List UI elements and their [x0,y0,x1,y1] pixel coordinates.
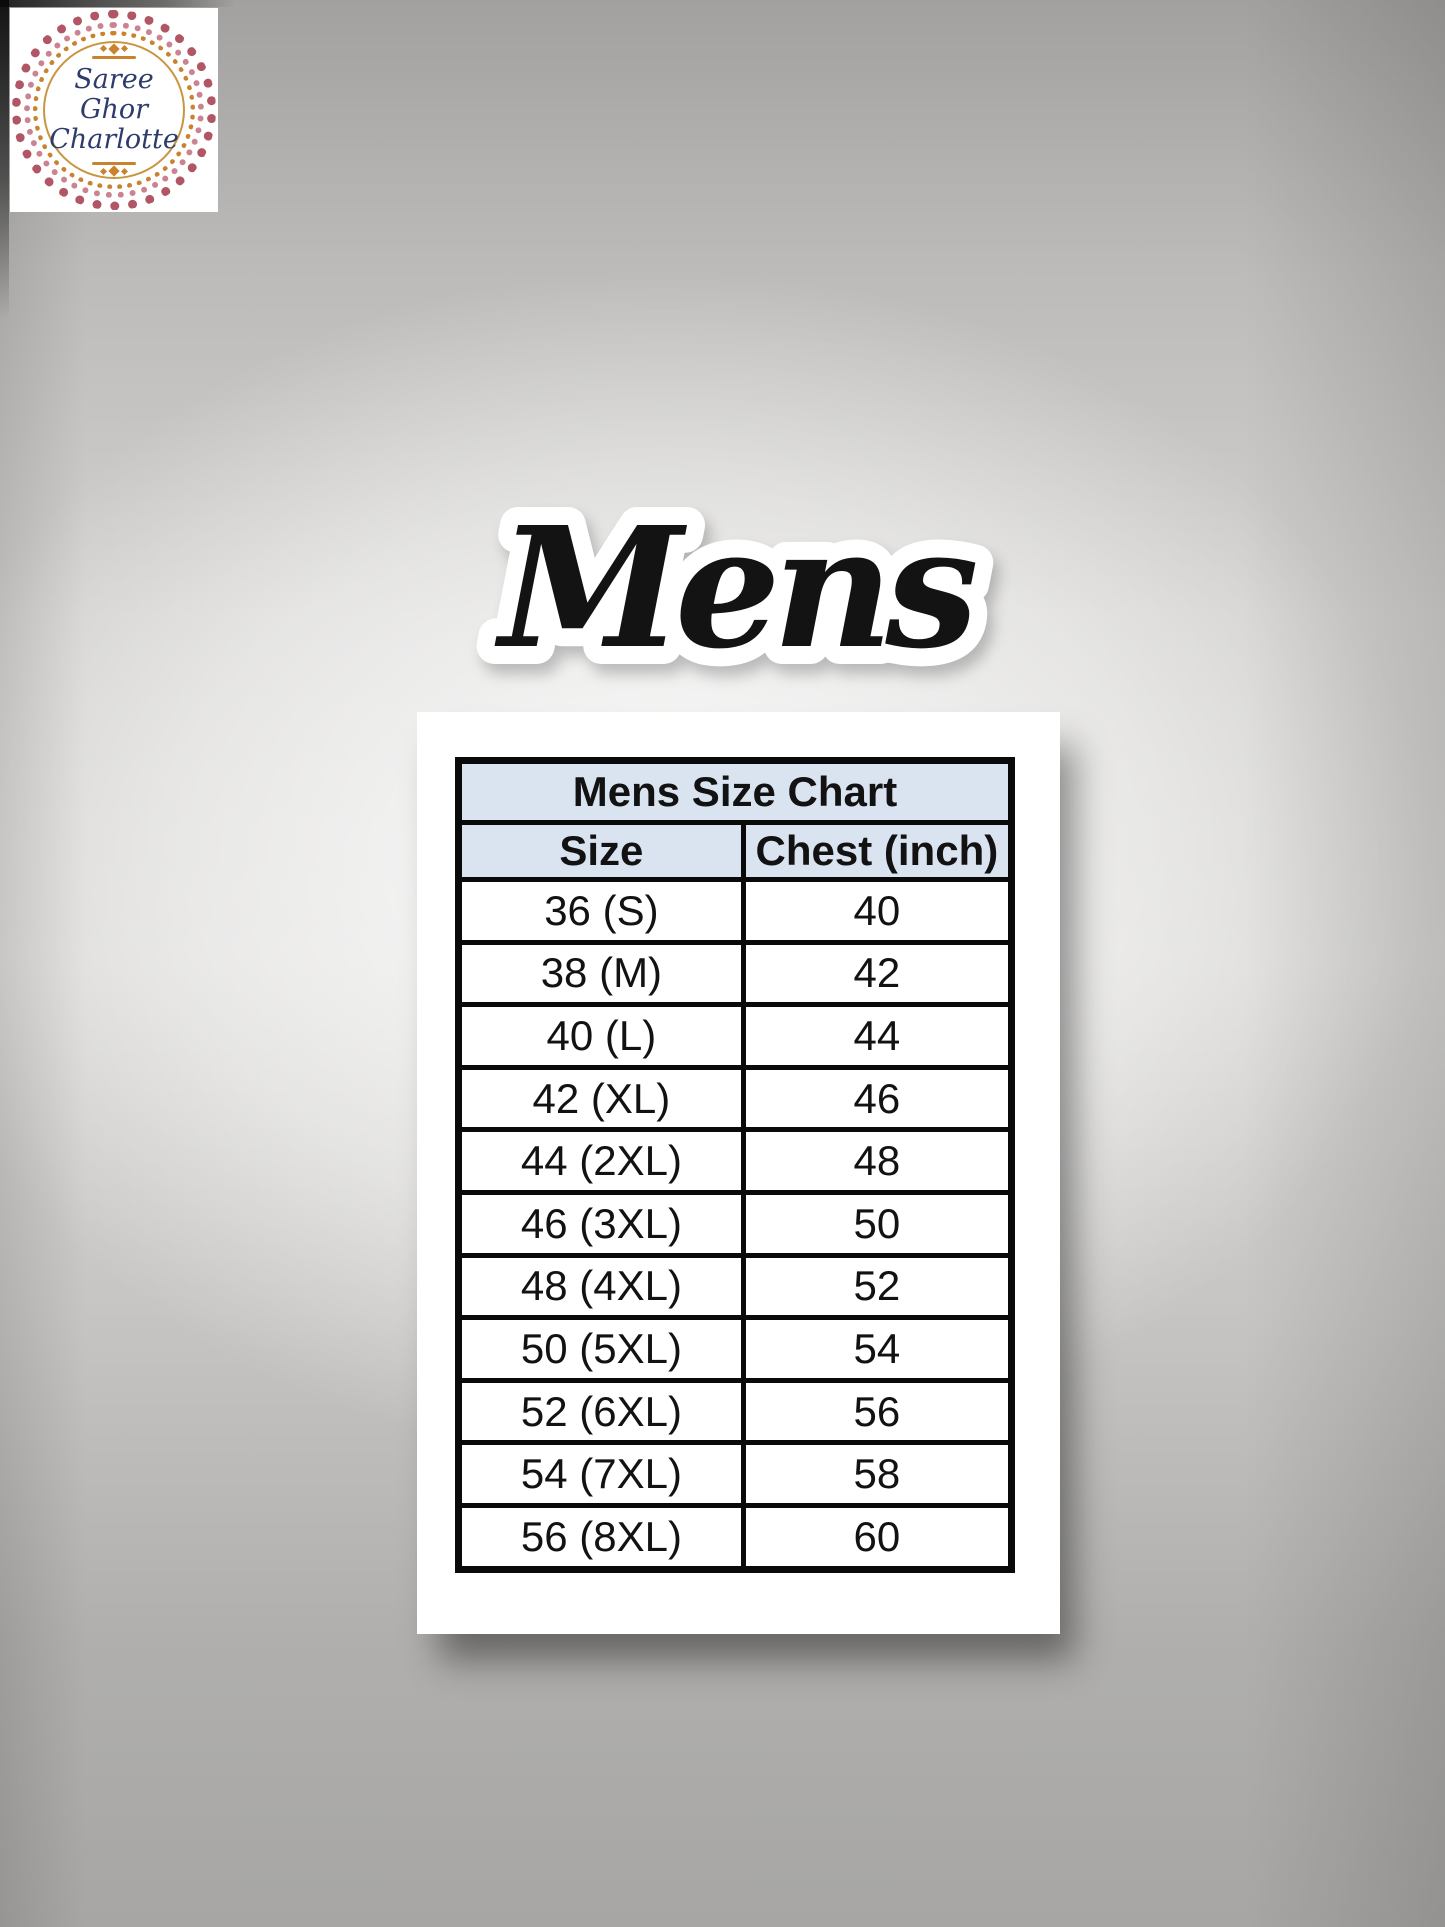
mens-sticker-text: Mens [499,491,971,686]
table-row [459,942,1012,1005]
chest-cell: 54 [743,1318,1011,1381]
brand-name [46,65,182,156]
table-row [459,1318,1012,1381]
chest-cell: 46 [743,1067,1011,1130]
column-header-size: Size [459,823,744,880]
table-row [459,1380,1012,1443]
table-row [459,1255,1012,1318]
chest-cell: 44 [743,1005,1011,1068]
brand-name-line1: Saree Ghor [74,63,154,125]
chest-cell: 40 [743,880,1011,943]
size-cell: 50 (5XL) [459,1318,744,1381]
logo-base-ornament [101,167,127,175]
chest-cell: 50 [743,1193,1011,1256]
table-row [459,1130,1012,1193]
logo-center [46,44,182,176]
table-row [459,1005,1012,1068]
photo-edge-top [0,0,235,7]
logo-crown-ornament [101,45,127,53]
table-row [459,1443,1012,1506]
size-cell: 40 (L) [459,1005,744,1068]
logo-ornament-bar-top [92,56,136,59]
chart-title: Mens Size Chart [459,761,1012,823]
chart-title-row [459,761,1012,823]
chest-cell: 42 [743,942,1011,1005]
size-cell: 44 (2XL) [459,1130,744,1193]
size-chart-table [455,757,1015,1573]
size-chart-body [459,880,1012,1570]
chest-cell: 56 [743,1380,1011,1443]
size-cell: 54 (7XL) [459,1443,744,1506]
mens-title-sticker [450,468,1020,713]
table-row [459,1193,1012,1256]
column-header-chest: Chest (inch) [743,823,1011,880]
chest-cell: 58 [743,1443,1011,1506]
size-cell: 42 (XL) [459,1067,744,1130]
size-cell: 36 (S) [459,880,744,943]
table-row [459,1067,1012,1130]
column-header-row [459,823,1012,880]
chest-cell: 60 [743,1506,1011,1570]
table-row [459,1506,1012,1570]
size-cell: 38 (M) [459,942,744,1005]
brand-logo [10,8,218,212]
brand-name-line2: Charlotte [49,124,179,156]
size-chart-card [417,712,1060,1634]
photo-edge-left [0,0,9,320]
size-cell: 48 (4XL) [459,1255,744,1318]
size-cell: 46 (3XL) [459,1193,744,1256]
chest-cell: 52 [743,1255,1011,1318]
chest-cell: 48 [743,1130,1011,1193]
size-cell: 56 (8XL) [459,1506,744,1570]
size-cell: 52 (6XL) [459,1380,744,1443]
table-row [459,880,1012,943]
